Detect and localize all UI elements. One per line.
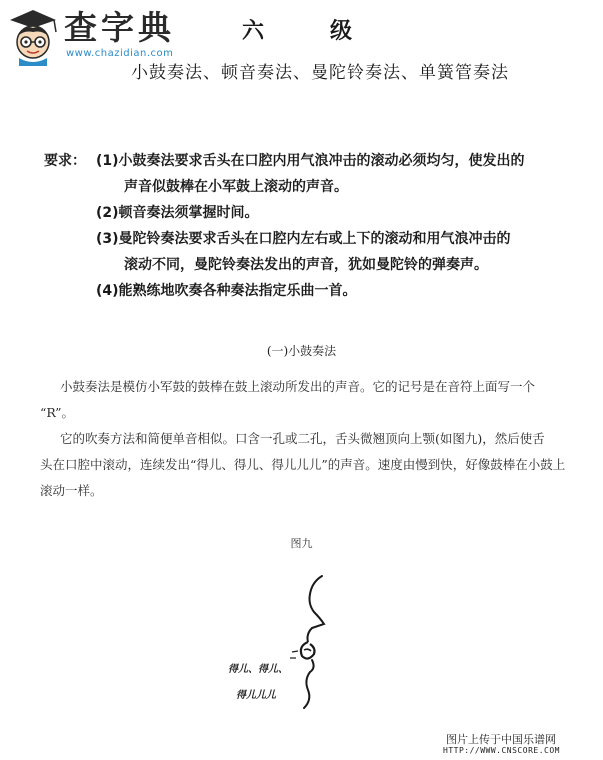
logo-title: 查字典 xyxy=(64,8,175,47)
paragraph-line: 头在口腔中滚动，连续发出“得儿、得儿、得儿儿儿”的声音。速度由慢到快，好像鼓棒在小鼓上 xyxy=(40,457,566,472)
page-subtitle: 小鼓奏法、顿音奏法、曼陀铃奏法、单簧管奏法 xyxy=(131,63,509,83)
figure-annotation: 得儿、得儿、 xyxy=(228,664,288,675)
section-heading: (一)小鼓奏法 xyxy=(266,344,337,358)
requirement-line: 声音似鼓棒在小军鼓上滚动的声音。 xyxy=(124,179,348,195)
level-title: 六级 xyxy=(242,19,419,44)
figure-label: 图九 xyxy=(290,537,313,550)
requirements-label: 要求： xyxy=(44,153,86,169)
figure-annotation: 得儿儿儿 xyxy=(236,690,276,701)
paragraph-line: “R”。 xyxy=(40,405,75,420)
paragraph-line: 它的吹奏方法和简便单音相似。口含一孔或二孔，舌头微翘顶向上颚(如图九)，然后使舌 xyxy=(60,431,545,446)
watermark-text: 图片上传于中国乐谱网 xyxy=(446,733,556,746)
requirement-line: (4)能熟练地吹奏各种奏法指定乐曲一首。 xyxy=(96,283,357,299)
paragraph-line: 小鼓奏法是模仿小军鼓的鼓棒在鼓上滚动所发出的声音。它的记号是在音符上面写一个 xyxy=(60,379,536,394)
requirement-line: (3)曼陀铃奏法要求舌头在口腔内左右或上下的滚动和用气浪冲击的 xyxy=(96,231,511,247)
paragraph-line: 滚动一样。 xyxy=(40,483,103,498)
logo-url[interactable]: www.chazidian.com xyxy=(66,48,174,59)
requirement-line: 滚动不同，曼陀铃奏法发出的声音，犹如曼陀铃的弹奏声。 xyxy=(124,257,488,273)
requirement-line: (2)顿音奏法须掌握时间。 xyxy=(96,205,259,221)
requirement-line: (1)小鼓奏法要求舌头在口腔内用气浪冲击的滚动必须均匀，使发出的 xyxy=(96,153,525,169)
graduate-cartoon-icon xyxy=(6,6,60,66)
watermark-url[interactable]: HTTP://WWW.CNSCORE.COM xyxy=(443,746,560,755)
